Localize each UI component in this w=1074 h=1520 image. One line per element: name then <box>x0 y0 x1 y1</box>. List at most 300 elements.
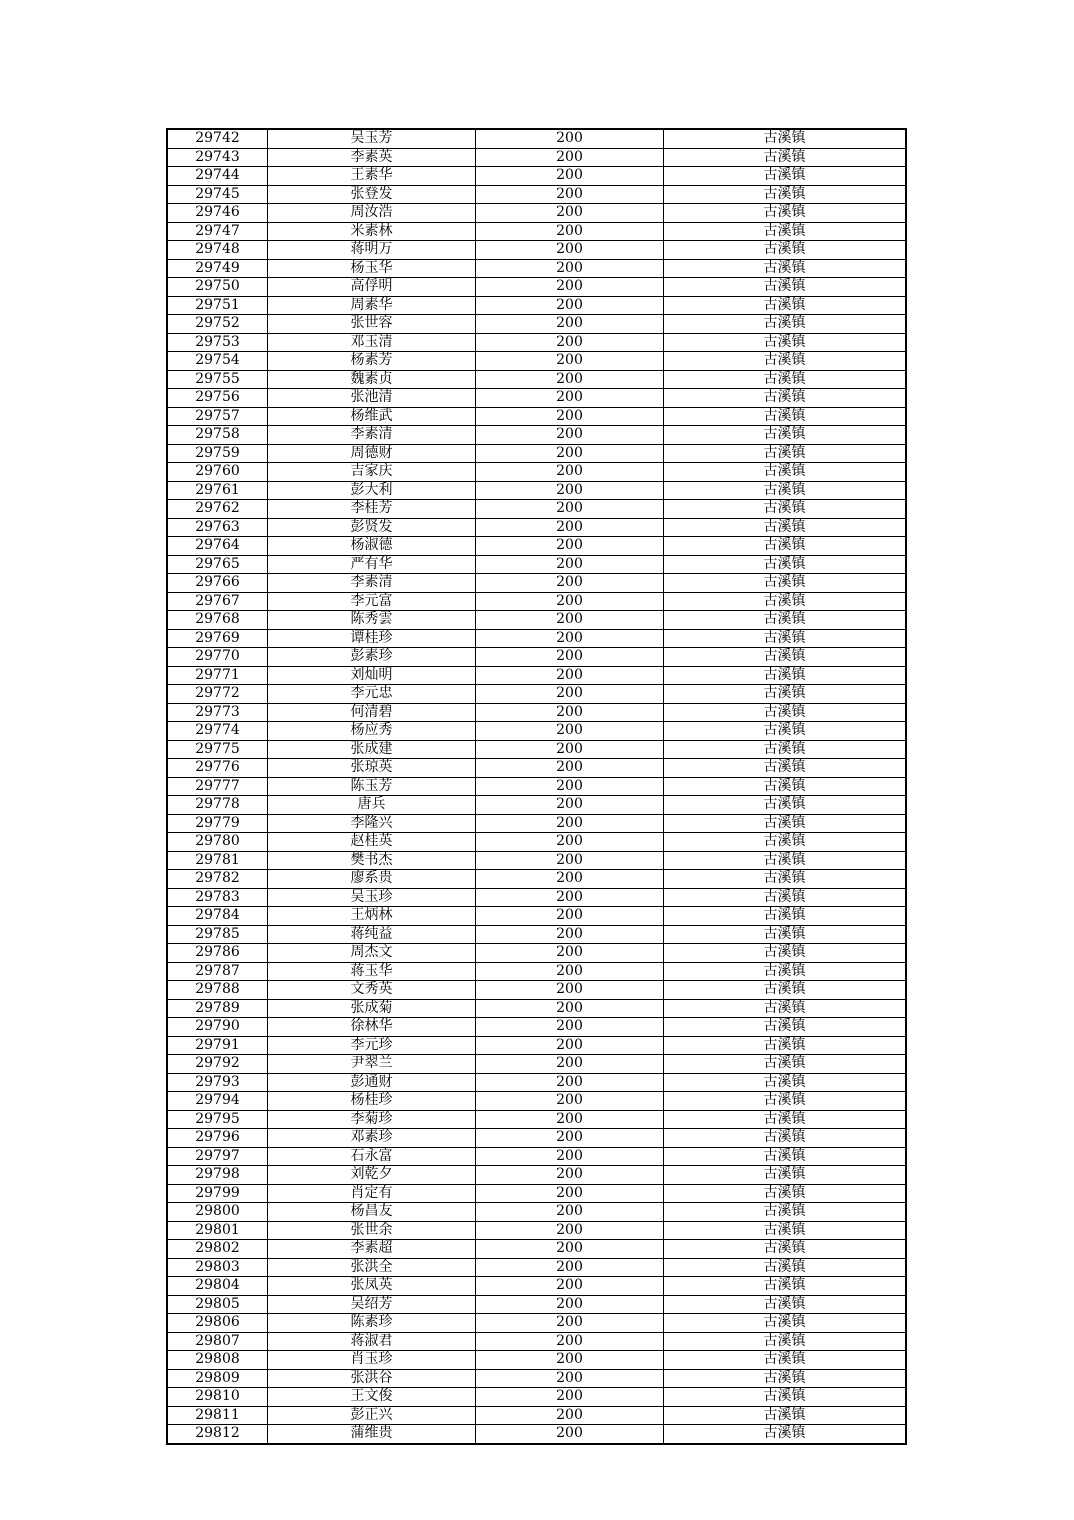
town-cell: 古溪镇 <box>664 1092 906 1111</box>
row-number-cell: 29771 <box>168 666 268 685</box>
table-row <box>168 463 906 482</box>
amount-cell: 200 <box>476 1369 664 1388</box>
row-number-cell: 29806 <box>168 1314 268 1333</box>
name-cell: 谭桂珍 <box>268 629 476 648</box>
town-cell: 古溪镇 <box>664 426 906 445</box>
row-number-cell: 29753 <box>168 333 268 352</box>
town-cell: 古溪镇 <box>664 703 906 722</box>
amount-cell: 200 <box>476 851 664 870</box>
name-cell: 周德财 <box>268 444 476 463</box>
name-cell: 刘灿明 <box>268 666 476 685</box>
row-number-cell: 29800 <box>168 1203 268 1222</box>
table-row <box>168 981 906 1000</box>
amount-cell: 200 <box>476 870 664 889</box>
town-cell: 古溪镇 <box>664 870 906 889</box>
town-cell: 古溪镇 <box>664 981 906 1000</box>
name-cell: 杨素芳 <box>268 352 476 371</box>
row-number-cell: 29793 <box>168 1073 268 1092</box>
amount-cell: 200 <box>476 759 664 778</box>
table-row <box>168 611 906 630</box>
amount-cell: 200 <box>476 944 664 963</box>
table-row <box>168 722 906 741</box>
table-row <box>168 1258 906 1277</box>
name-cell: 严有华 <box>268 555 476 574</box>
name-cell: 陈素珍 <box>268 1314 476 1333</box>
amount-cell: 200 <box>476 1147 664 1166</box>
town-cell: 古溪镇 <box>664 1332 906 1351</box>
row-number-cell: 29750 <box>168 278 268 297</box>
table-row <box>168 703 906 722</box>
amount-cell: 200 <box>476 907 664 926</box>
amount-cell: 200 <box>476 278 664 297</box>
amount-cell: 200 <box>476 1351 664 1370</box>
table-row <box>168 1036 906 1055</box>
name-cell: 肖定有 <box>268 1184 476 1203</box>
row-number-cell: 29774 <box>168 722 268 741</box>
name-cell: 高俘明 <box>268 278 476 297</box>
row-number-cell: 29809 <box>168 1369 268 1388</box>
table-row <box>168 259 906 278</box>
name-cell: 李素超 <box>268 1240 476 1259</box>
name-cell: 张洪谷 <box>268 1369 476 1388</box>
town-cell: 古溪镇 <box>664 1388 906 1407</box>
name-cell: 陈玉芳 <box>268 777 476 796</box>
row-number-cell: 29792 <box>168 1055 268 1074</box>
row-number-cell: 29773 <box>168 703 268 722</box>
row-number-cell: 29799 <box>168 1184 268 1203</box>
name-cell: 张成菊 <box>268 999 476 1018</box>
row-number-cell: 29805 <box>168 1295 268 1314</box>
name-cell: 吴绍芳 <box>268 1295 476 1314</box>
name-cell: 米素林 <box>268 222 476 241</box>
table-row <box>168 944 906 963</box>
table-row <box>168 1332 906 1351</box>
row-number-cell: 29766 <box>168 574 268 593</box>
row-number-cell: 29801 <box>168 1221 268 1240</box>
amount-cell: 200 <box>476 814 664 833</box>
table-row <box>168 1203 906 1222</box>
row-number-cell: 29767 <box>168 592 268 611</box>
amount-cell: 200 <box>476 833 664 852</box>
amount-cell: 200 <box>476 500 664 519</box>
name-cell: 肖玉珍 <box>268 1351 476 1370</box>
amount-cell: 200 <box>476 592 664 611</box>
amount-cell: 200 <box>476 370 664 389</box>
amount-cell: 200 <box>476 703 664 722</box>
amount-cell: 200 <box>476 1388 664 1407</box>
amount-cell: 200 <box>476 296 664 315</box>
name-cell: 杨维武 <box>268 407 476 426</box>
name-cell: 彭贤发 <box>268 518 476 537</box>
name-cell: 吉家庆 <box>268 463 476 482</box>
table-row <box>168 962 906 981</box>
table-row <box>168 1092 906 1111</box>
row-number-cell: 29751 <box>168 296 268 315</box>
table-row <box>168 1147 906 1166</box>
town-cell: 古溪镇 <box>664 740 906 759</box>
town-cell: 古溪镇 <box>664 666 906 685</box>
row-number-cell: 29783 <box>168 888 268 907</box>
town-cell: 古溪镇 <box>664 833 906 852</box>
amount-cell: 200 <box>476 481 664 500</box>
town-cell: 古溪镇 <box>664 148 906 167</box>
table-row <box>168 278 906 297</box>
name-cell: 李素英 <box>268 148 476 167</box>
table-row <box>168 999 906 1018</box>
name-cell: 李元富 <box>268 592 476 611</box>
name-cell: 石永富 <box>268 1147 476 1166</box>
table-row <box>168 1018 906 1037</box>
town-cell: 古溪镇 <box>664 1129 906 1148</box>
table-row <box>168 500 906 519</box>
row-number-cell: 29780 <box>168 833 268 852</box>
name-cell: 李元忠 <box>268 685 476 704</box>
town-cell: 古溪镇 <box>664 1166 906 1185</box>
name-cell: 蒋玉华 <box>268 962 476 981</box>
table-row <box>168 759 906 778</box>
table-row <box>168 407 906 426</box>
row-number-cell: 29794 <box>168 1092 268 1111</box>
amount-cell: 200 <box>476 796 664 815</box>
roster-table-body <box>168 130 906 1444</box>
table-row <box>168 907 906 926</box>
town-cell: 古溪镇 <box>664 1351 906 1370</box>
amount-cell: 200 <box>476 648 664 667</box>
amount-cell: 200 <box>476 555 664 574</box>
row-number-cell: 29743 <box>168 148 268 167</box>
town-cell: 古溪镇 <box>664 685 906 704</box>
name-cell: 王素华 <box>268 167 476 186</box>
name-cell: 张世余 <box>268 1221 476 1240</box>
town-cell: 古溪镇 <box>664 851 906 870</box>
table-row <box>168 1388 906 1407</box>
town-cell: 古溪镇 <box>664 278 906 297</box>
amount-cell: 200 <box>476 167 664 186</box>
town-cell: 古溪镇 <box>664 907 906 926</box>
amount-cell: 200 <box>476 981 664 1000</box>
table-row <box>168 370 906 389</box>
amount-cell: 200 <box>476 241 664 260</box>
name-cell: 陈秀雲 <box>268 611 476 630</box>
table-row <box>168 1110 906 1129</box>
amount-cell: 200 <box>476 259 664 278</box>
name-cell: 李隆兴 <box>268 814 476 833</box>
name-cell: 何清碧 <box>268 703 476 722</box>
row-number-cell: 29796 <box>168 1129 268 1148</box>
name-cell: 魏素贞 <box>268 370 476 389</box>
amount-cell: 200 <box>476 1295 664 1314</box>
row-number-cell: 29779 <box>168 814 268 833</box>
row-number-cell: 29803 <box>168 1258 268 1277</box>
table-row <box>168 833 906 852</box>
table-row <box>168 1166 906 1185</box>
row-number-cell: 29749 <box>168 259 268 278</box>
row-number-cell: 29786 <box>168 944 268 963</box>
row-number-cell: 29808 <box>168 1351 268 1370</box>
town-cell: 古溪镇 <box>664 481 906 500</box>
table-row <box>168 1184 906 1203</box>
table-row <box>168 1129 906 1148</box>
row-number-cell: 29758 <box>168 426 268 445</box>
table-row <box>168 130 906 149</box>
amount-cell: 200 <box>476 315 664 334</box>
amount-cell: 200 <box>476 1184 664 1203</box>
town-cell: 古溪镇 <box>664 962 906 981</box>
row-number-cell: 29759 <box>168 444 268 463</box>
name-cell: 吴玉芳 <box>268 130 476 149</box>
name-cell: 杨应秀 <box>268 722 476 741</box>
amount-cell: 200 <box>476 1018 664 1037</box>
table-row <box>168 666 906 685</box>
amount-cell: 200 <box>476 962 664 981</box>
name-cell: 邓素珍 <box>268 1129 476 1148</box>
row-number-cell: 29788 <box>168 981 268 1000</box>
row-number-cell: 29772 <box>168 685 268 704</box>
town-cell: 古溪镇 <box>664 999 906 1018</box>
row-number-cell: 29811 <box>168 1406 268 1425</box>
town-cell: 古溪镇 <box>664 1369 906 1388</box>
amount-cell: 200 <box>476 722 664 741</box>
town-cell: 古溪镇 <box>664 1258 906 1277</box>
row-number-cell: 29791 <box>168 1036 268 1055</box>
row-number-cell: 29798 <box>168 1166 268 1185</box>
town-cell: 古溪镇 <box>664 130 906 149</box>
row-number-cell: 29781 <box>168 851 268 870</box>
town-cell: 古溪镇 <box>664 1110 906 1129</box>
town-cell: 古溪镇 <box>664 1184 906 1203</box>
amount-cell: 200 <box>476 444 664 463</box>
table-row <box>168 537 906 556</box>
name-cell: 彭正兴 <box>268 1406 476 1425</box>
table-row <box>168 1295 906 1314</box>
amount-cell: 200 <box>476 1332 664 1351</box>
amount-cell: 200 <box>476 222 664 241</box>
row-number-cell: 29755 <box>168 370 268 389</box>
row-number-cell: 29763 <box>168 518 268 537</box>
name-cell: 廖系贵 <box>268 870 476 889</box>
name-cell: 彭素珍 <box>268 648 476 667</box>
town-cell: 古溪镇 <box>664 888 906 907</box>
name-cell: 文秀英 <box>268 981 476 1000</box>
amount-cell: 200 <box>476 204 664 223</box>
table-row <box>168 685 906 704</box>
row-number-cell: 29769 <box>168 629 268 648</box>
table-row <box>168 185 906 204</box>
table-row <box>168 1351 906 1370</box>
table-row <box>168 352 906 371</box>
row-number-cell: 29784 <box>168 907 268 926</box>
row-number-cell: 29790 <box>168 1018 268 1037</box>
table-row <box>168 1369 906 1388</box>
town-cell: 古溪镇 <box>664 1277 906 1296</box>
name-cell: 张成建 <box>268 740 476 759</box>
amount-cell: 200 <box>476 148 664 167</box>
table-row <box>168 888 906 907</box>
row-number-cell: 29747 <box>168 222 268 241</box>
table-row <box>168 648 906 667</box>
town-cell: 古溪镇 <box>664 259 906 278</box>
table-row <box>168 148 906 167</box>
amount-cell: 200 <box>476 537 664 556</box>
town-cell: 古溪镇 <box>664 1240 906 1259</box>
name-cell: 张琼英 <box>268 759 476 778</box>
row-number-cell: 29752 <box>168 315 268 334</box>
town-cell: 古溪镇 <box>664 592 906 611</box>
table-row <box>168 925 906 944</box>
town-cell: 古溪镇 <box>664 352 906 371</box>
name-cell: 尹翠兰 <box>268 1055 476 1074</box>
table-row <box>168 333 906 352</box>
town-cell: 古溪镇 <box>664 463 906 482</box>
name-cell: 周汝浩 <box>268 204 476 223</box>
name-cell: 张池清 <box>268 389 476 408</box>
name-cell: 李菊珍 <box>268 1110 476 1129</box>
table-row <box>168 518 906 537</box>
amount-cell: 200 <box>476 685 664 704</box>
table-row <box>168 444 906 463</box>
name-cell: 杨昌友 <box>268 1203 476 1222</box>
table-row <box>168 814 906 833</box>
name-cell: 王炳林 <box>268 907 476 926</box>
row-number-cell: 29764 <box>168 537 268 556</box>
town-cell: 古溪镇 <box>664 1055 906 1074</box>
row-number-cell: 29785 <box>168 925 268 944</box>
name-cell: 周素华 <box>268 296 476 315</box>
town-cell: 古溪镇 <box>664 611 906 630</box>
name-cell: 蒲维贵 <box>268 1425 476 1444</box>
town-cell: 古溪镇 <box>664 370 906 389</box>
town-cell: 古溪镇 <box>664 1314 906 1333</box>
amount-cell: 200 <box>476 333 664 352</box>
amount-cell: 200 <box>476 1092 664 1111</box>
name-cell: 张世容 <box>268 315 476 334</box>
town-cell: 古溪镇 <box>664 518 906 537</box>
row-number-cell: 29810 <box>168 1388 268 1407</box>
amount-cell: 200 <box>476 666 664 685</box>
table-row <box>168 315 906 334</box>
table-row <box>168 204 906 223</box>
town-cell: 古溪镇 <box>664 574 906 593</box>
row-number-cell: 29807 <box>168 1332 268 1351</box>
amount-cell: 200 <box>476 999 664 1018</box>
amount-cell: 200 <box>476 407 664 426</box>
town-cell: 古溪镇 <box>664 944 906 963</box>
amount-cell: 200 <box>476 1314 664 1333</box>
table-row <box>168 389 906 408</box>
table-row <box>168 481 906 500</box>
name-cell: 樊书杰 <box>268 851 476 870</box>
town-cell: 古溪镇 <box>664 407 906 426</box>
town-cell: 古溪镇 <box>664 1036 906 1055</box>
row-number-cell: 29789 <box>168 999 268 1018</box>
name-cell: 彭通财 <box>268 1073 476 1092</box>
row-number-cell: 29768 <box>168 611 268 630</box>
town-cell: 古溪镇 <box>664 796 906 815</box>
town-cell: 古溪镇 <box>664 444 906 463</box>
table-row <box>168 592 906 611</box>
town-cell: 古溪镇 <box>664 777 906 796</box>
row-number-cell: 29765 <box>168 555 268 574</box>
row-number-cell: 29804 <box>168 1277 268 1296</box>
amount-cell: 200 <box>476 1110 664 1129</box>
name-cell: 蒋明万 <box>268 241 476 260</box>
town-cell: 古溪镇 <box>664 315 906 334</box>
amount-cell: 200 <box>476 629 664 648</box>
table-row <box>168 426 906 445</box>
amount-cell: 200 <box>476 888 664 907</box>
name-cell: 唐兵 <box>268 796 476 815</box>
town-cell: 古溪镇 <box>664 722 906 741</box>
town-cell: 古溪镇 <box>664 1295 906 1314</box>
amount-cell: 200 <box>476 352 664 371</box>
name-cell: 赵桂英 <box>268 833 476 852</box>
amount-cell: 200 <box>476 1073 664 1092</box>
amount-cell: 200 <box>476 574 664 593</box>
row-number-cell: 29778 <box>168 796 268 815</box>
name-cell: 杨桂珍 <box>268 1092 476 1111</box>
town-cell: 古溪镇 <box>664 296 906 315</box>
row-number-cell: 29748 <box>168 241 268 260</box>
name-cell: 李素清 <box>268 574 476 593</box>
table-row <box>168 629 906 648</box>
amount-cell: 200 <box>476 777 664 796</box>
table-row <box>168 1314 906 1333</box>
town-cell: 古溪镇 <box>664 389 906 408</box>
row-number-cell: 29775 <box>168 740 268 759</box>
town-cell: 古溪镇 <box>664 629 906 648</box>
amount-cell: 200 <box>476 1055 664 1074</box>
table-row <box>168 1073 906 1092</box>
name-cell: 杨玉华 <box>268 259 476 278</box>
row-number-cell: 29754 <box>168 352 268 371</box>
row-number-cell: 29757 <box>168 407 268 426</box>
row-number-cell: 29797 <box>168 1147 268 1166</box>
name-cell: 吴玉珍 <box>268 888 476 907</box>
table-row <box>168 1221 906 1240</box>
row-number-cell: 29777 <box>168 777 268 796</box>
name-cell: 张登发 <box>268 185 476 204</box>
town-cell: 古溪镇 <box>664 925 906 944</box>
table-row <box>168 777 906 796</box>
town-cell: 古溪镇 <box>664 1406 906 1425</box>
town-cell: 古溪镇 <box>664 1203 906 1222</box>
table-row <box>168 796 906 815</box>
row-number-cell: 29756 <box>168 389 268 408</box>
name-cell: 王文俊 <box>268 1388 476 1407</box>
amount-cell: 200 <box>476 1203 664 1222</box>
name-cell: 张洪全 <box>268 1258 476 1277</box>
row-number-cell: 29746 <box>168 204 268 223</box>
table-row <box>168 574 906 593</box>
row-number-cell: 29762 <box>168 500 268 519</box>
name-cell: 李桂芳 <box>268 500 476 519</box>
amount-cell: 200 <box>476 1277 664 1296</box>
table-row <box>168 1277 906 1296</box>
row-number-cell: 29782 <box>168 870 268 889</box>
amount-cell: 200 <box>476 389 664 408</box>
roster-table <box>167 129 906 1444</box>
row-number-cell: 29745 <box>168 185 268 204</box>
table-row <box>168 555 906 574</box>
town-cell: 古溪镇 <box>664 1147 906 1166</box>
row-number-cell: 29787 <box>168 962 268 981</box>
town-cell: 古溪镇 <box>664 1221 906 1240</box>
name-cell: 杨淑德 <box>268 537 476 556</box>
row-number-cell: 29760 <box>168 463 268 482</box>
table-row <box>168 870 906 889</box>
name-cell: 蒋淑君 <box>268 1332 476 1351</box>
table-row <box>168 740 906 759</box>
